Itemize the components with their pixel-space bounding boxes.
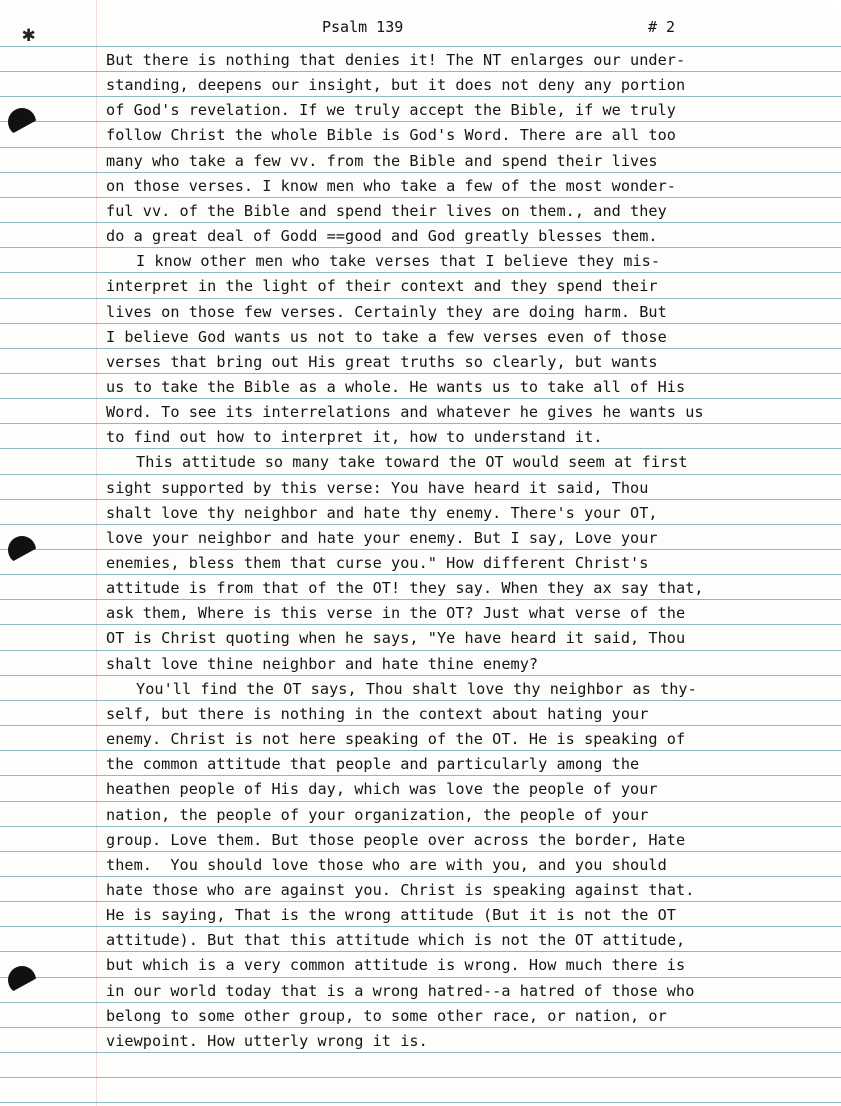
text-line: But there is nothing that denies it! The NT enlarges our under- — [106, 51, 686, 69]
text-line: enemies, bless them that curse you." How different Christ's — [106, 554, 649, 572]
text-line: love your neighbor and hate your enemy. But I say, Love your — [106, 529, 658, 547]
text-line: verses that bring out His great truths so clearly, but wants — [106, 353, 658, 371]
text-line: belong to some other group, to some other race, or nation, or — [106, 1007, 667, 1025]
text-line: many who take a few vv. from the Bible and spend their lives — [106, 152, 658, 170]
page-title: Psalm 139 — [322, 18, 404, 36]
text-line: on those verses. I know men who take a few of the most wonder- — [106, 177, 677, 195]
text-line: standing, deepens our insight, but it does not deny any portion — [106, 76, 686, 94]
text-line: ful vv. of the Bible and spend their lives on them., and they — [106, 202, 667, 220]
text-line: shalt love thy neighbor and hate thy enemy. There's your OT, — [106, 504, 658, 522]
text-line: hate those who are against you. Christ is speaking against that. — [106, 881, 695, 899]
text-line: ask them, Where is this verse in the OT? Just what verse of the — [106, 604, 686, 622]
text-line: self, but there is nothing in the context about hating your — [106, 705, 649, 723]
text-line: lives on those few verses. Certainly they are doing harm. But — [106, 303, 667, 321]
text-line: shalt love thine neighbor and hate thine enemy? — [106, 655, 539, 673]
text-line: follow Christ the whole Bible is God's Word. There are all too — [106, 126, 677, 144]
text-line: in our world today that is a wrong hatred--a hatred of those who — [106, 982, 695, 1000]
margin-mark-icon: ✱ — [22, 22, 36, 47]
text-line: attitude). But that this attitude which is not the OT attitude, — [106, 931, 686, 949]
text-line: OT is Christ quoting when he says, "Ye have heard it said, Thou — [106, 629, 686, 647]
text-line: I believe God wants us not to take a few verses even of those — [106, 328, 667, 346]
text-line: them. You should love those who are with you, and you should — [106, 856, 667, 874]
page-number: # 2 — [648, 18, 676, 36]
text-line: group. Love them. But those people over across the border, Hate — [106, 831, 686, 849]
text-line: but which is a very common attitude is wrong. How much there is — [106, 956, 686, 974]
text-line: viewpoint. How utterly wrong it is. — [106, 1032, 428, 1050]
text-line: heathen people of His day, which was love the people of your — [106, 780, 658, 798]
text-line: of God's revelation. If we truly accept the Bible, if we truly — [106, 101, 677, 119]
text-line: nation, the people of your organization, the people of your — [106, 806, 649, 824]
text-line: us to take the Bible as a whole. He wants us to take all of His — [106, 378, 686, 396]
text-line: Word. To see its interrelations and whatever he gives he wants us — [106, 403, 704, 421]
text-line: attitude is from that of the OT! they say. When they ax say that, — [106, 579, 704, 597]
text-line: sight supported by this verse: You have heard it said, Thou — [106, 479, 649, 497]
text-line: the common attitude that people and particularly among the — [106, 755, 640, 773]
text-line: interpret in the light of their context and they spend their — [106, 277, 658, 295]
text-line: enemy. Christ is not here speaking of the OT. He is speaking of — [106, 730, 686, 748]
text-line: You'll find the OT says, Thou shalt love thy neighbor as thy- — [136, 680, 697, 698]
text-line: I know other men who take verses that I believe they mis- — [136, 252, 661, 270]
text-line: do a great deal of Godd ==good and God greatly blesses them. — [106, 227, 658, 245]
text-line: He is saying, That is the wrong attitude (But it is not the OT — [106, 906, 677, 924]
text-line: This attitude so many take toward the OT would seem at first — [136, 453, 688, 471]
text-line: to find out how to interpret it, how to understand it. — [106, 428, 603, 446]
